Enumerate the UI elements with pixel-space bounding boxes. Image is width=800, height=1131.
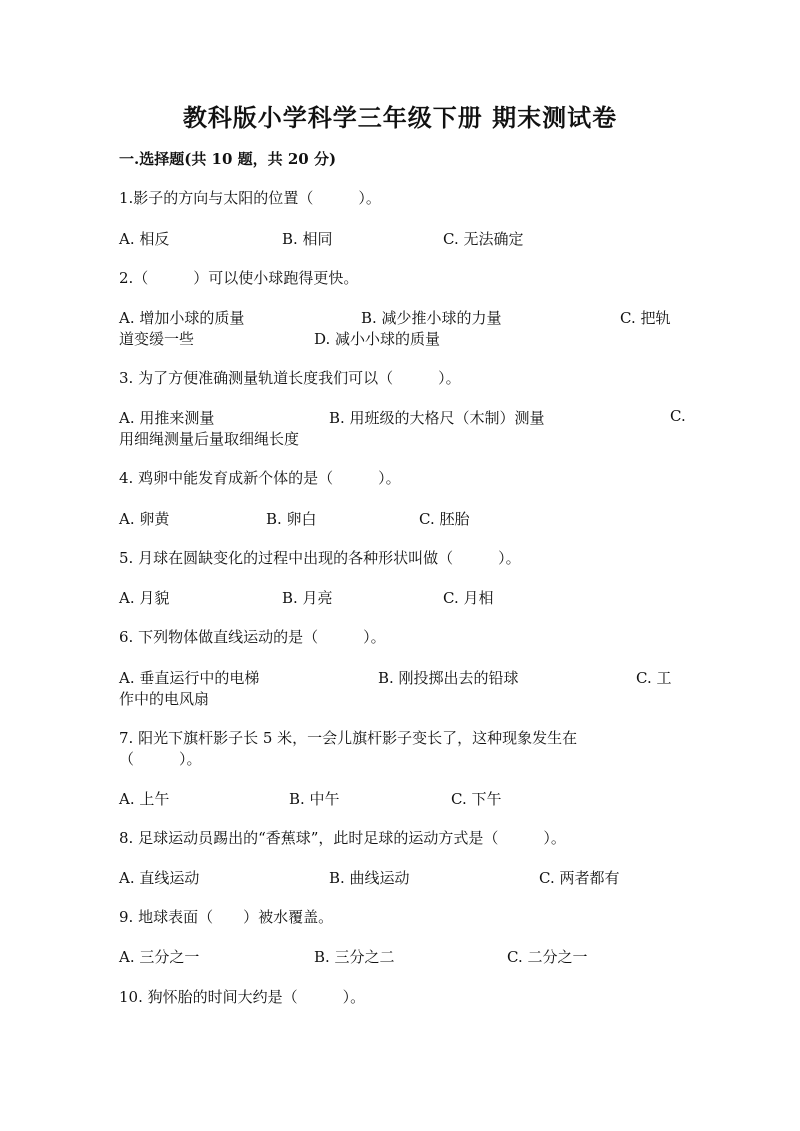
question-2-option-d: D. 减小小球的质量 [314, 330, 441, 348]
question-9-option-a: A. 三分之一 [119, 948, 200, 966]
question-1-stem: 1.影子的方向与太阳的位置（ ）。 [119, 189, 381, 207]
question-8-stem: 8. 足球运动员踢出的“香蕉球”，此时足球的运动方式是（ ）。 [119, 829, 566, 847]
question-9-option-b: B. 三分之二 [314, 948, 395, 966]
question-2-option-c-cont: 道变缓一些 [119, 330, 195, 348]
question-6-option-c-cont: 作中的电风扇 [119, 690, 210, 708]
question-3-option-a: A. 用推来测量 [119, 409, 215, 427]
question-7-option-b: B. 中午 [289, 790, 340, 808]
question-7-option-a: A. 上午 [119, 790, 170, 808]
section-heading: 一.选择题(共 10 题，共 20 分) [119, 150, 337, 168]
question-6-stem: 6. 下列物体做直线运动的是（ ）。 [119, 628, 386, 646]
question-10-stem: 10. 狗怀胎的时间大约是（ ）。 [119, 988, 366, 1006]
question-4-option-c: C. 胚胎 [419, 510, 470, 528]
question-5-option-b: B. 月亮 [282, 589, 333, 607]
question-1-option-a: A. 相反 [119, 230, 170, 248]
question-9-option-c: C. 二分之一 [507, 948, 588, 966]
question-9-stem: 9. 地球表面（ ）被水覆盖。 [119, 908, 334, 926]
question-8-option-a: A. 直线运动 [119, 869, 200, 887]
question-2-option-a: A. 增加小球的质量 [119, 309, 245, 327]
question-8-option-c: C. 两者都有 [539, 869, 620, 887]
question-2-option-b: B. 减少推小球的力量 [361, 309, 502, 327]
question-7-stem: 7. 阳光下旗杆影子长 5 米，一会儿旗杆影子变长了，这种现象发生在 [119, 729, 578, 747]
question-7-option-c: C. 下午 [451, 790, 502, 808]
question-1-option-c: C. 无法确定 [443, 230, 524, 248]
question-3-option-c: C. [670, 407, 686, 425]
question-7-stem-cont: （ ）。 [119, 750, 202, 768]
question-4-option-a: A. 卵黄 [119, 510, 170, 528]
question-5-option-a: A. 月貌 [119, 589, 170, 607]
question-3-option-b: B. 用班级的大格尺（木制）测量 [329, 409, 545, 427]
question-5-stem: 5. 月球在圆缺变化的过程中出现的各种形状叫做（ ）。 [119, 549, 521, 567]
question-6-option-b: B. 刚投掷出去的铅球 [378, 669, 519, 687]
question-6-option-a: A. 垂直运行中的电梯 [119, 669, 260, 687]
page-title: 教科版小学科学三年级下册 期末测试卷 [182, 103, 618, 132]
question-8-option-b: B. 曲线运动 [329, 869, 410, 887]
question-2-stem: 2.（ ）可以使小球跑得更快。 [119, 269, 359, 287]
question-6-option-c: C. 工 [636, 669, 672, 687]
question-1-option-b: B. 相同 [282, 230, 333, 248]
question-3-option-c-cont: 用细绳测量后量取细绳长度 [119, 430, 300, 448]
question-3-stem: 3. 为了方便准确测量轨道长度我们可以（ ）。 [119, 369, 461, 387]
question-4-option-b: B. 卵白 [266, 510, 317, 528]
question-4-stem: 4. 鸡卵中能发育成新个体的是（ ）。 [119, 469, 401, 487]
question-5-option-c: C. 月相 [443, 589, 494, 607]
question-2-option-c: C. 把轨 [620, 309, 671, 327]
